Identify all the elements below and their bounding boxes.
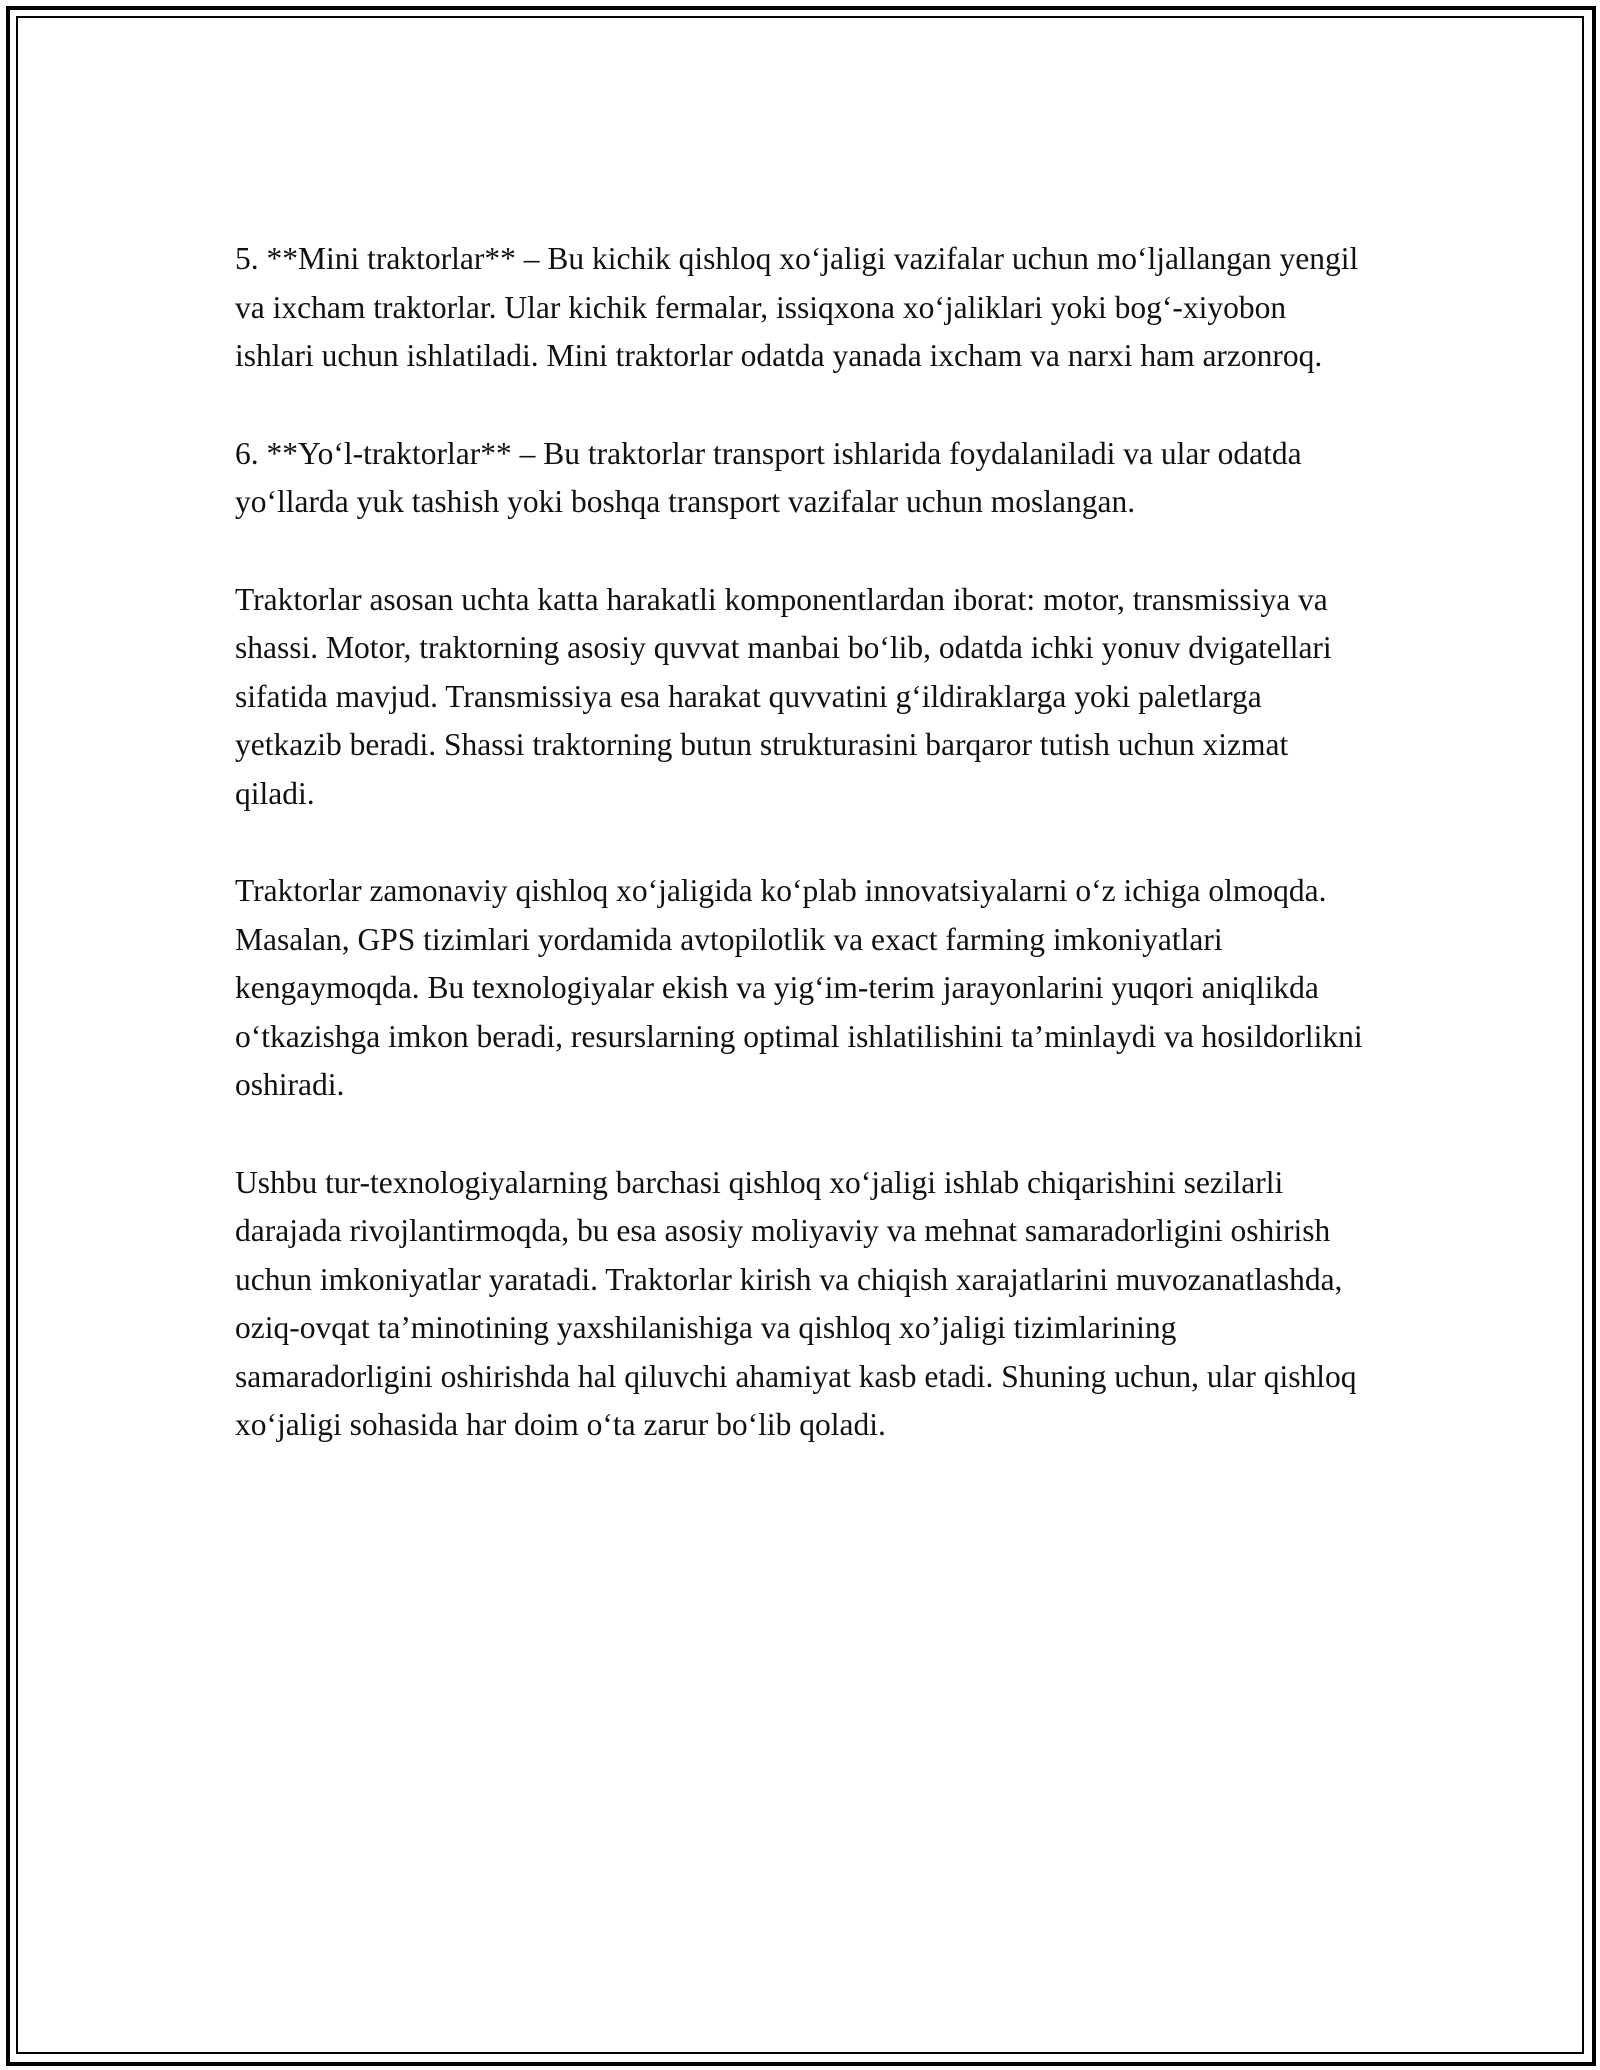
document-body xyxy=(235,235,1370,1499)
paragraph-innovations: Traktorlar zamonaviy qishloq xo‘jaligida ko‘plab innovatsiyalarni o‘z ichiga olmoqda. Masalan, GPS tizimlari yordamida avtopilotlik va exact farming imkoniyatlari kengaymoqda. Bu texnologiyalar ekish va yig‘im-terim jarayonlarini yuqori aniqlikda o‘tkazishga imkon beradi, resurslarning optimal ishlatilishini ta’minlaydi va hosildorlikni oshiradi. xyxy=(235,873,1363,1102)
paragraph-road-tractors: 6. **Yo‘l-traktorlar** – Bu traktorlar transport ishlarida foydalaniladi va ular odatda yo‘llarda yuk tashish yoki boshqa transport vazifalar uchun moslangan. xyxy=(235,435,1302,519)
paragraph-mini-tractors: 5. **Mini traktorlar** – Bu kichik qishloq xo‘jaligi vazifalar uchun mo‘ljallangan yengil va ixcham traktorlar. Ular kichik fermalar, issiqxona xo‘jaliklari yoki bog‘-xiyobon ishlari uchun ishlatiladi. Mini traktorlar odatda yanada ixcham va narxi ham arzonroq. xyxy=(235,241,1359,373)
paragraph-conclusion: Ushbu tur-texnologiyalarning barchasi qishloq xo‘jaligi ishlab chiqarishini sezilarli darajada rivojlantirmoqda, bu esa asosiy moliyaviy va mehnat samaradorligini oshirish uchun imkoniyatlar yaratadi. Traktorlar kirish va chiqish xarajatlarini muvozanatlashda, oziq-ovqat ta’minotining yaxshilanishiga va qishloq xo’jaligi tizimlarining samaradorligini oshirishda hal qiluvchi ahamiyat kasb etadi. Shuning uchun, ular qishloq xo‘jaligi sohasida har doim o‘ta zarur bo‘lib qoladi. xyxy=(235,1164,1357,1442)
paragraph-components: Traktorlar asosan uchta katta harakatli komponentlardan iborat: motor, transmissiya va shassi. Motor, traktorning asosiy quvvat manbai bo‘lib, odatda ichki yonuv dvigatellari sifatida mavjud. Transmissiya esa harakat quvvatini g‘ildiraklarga yoki paletlarga yetkazib beradi. Shassi traktorning butun strukturasini barqaror tutish uchun xizmat qiladi. xyxy=(235,581,1332,811)
